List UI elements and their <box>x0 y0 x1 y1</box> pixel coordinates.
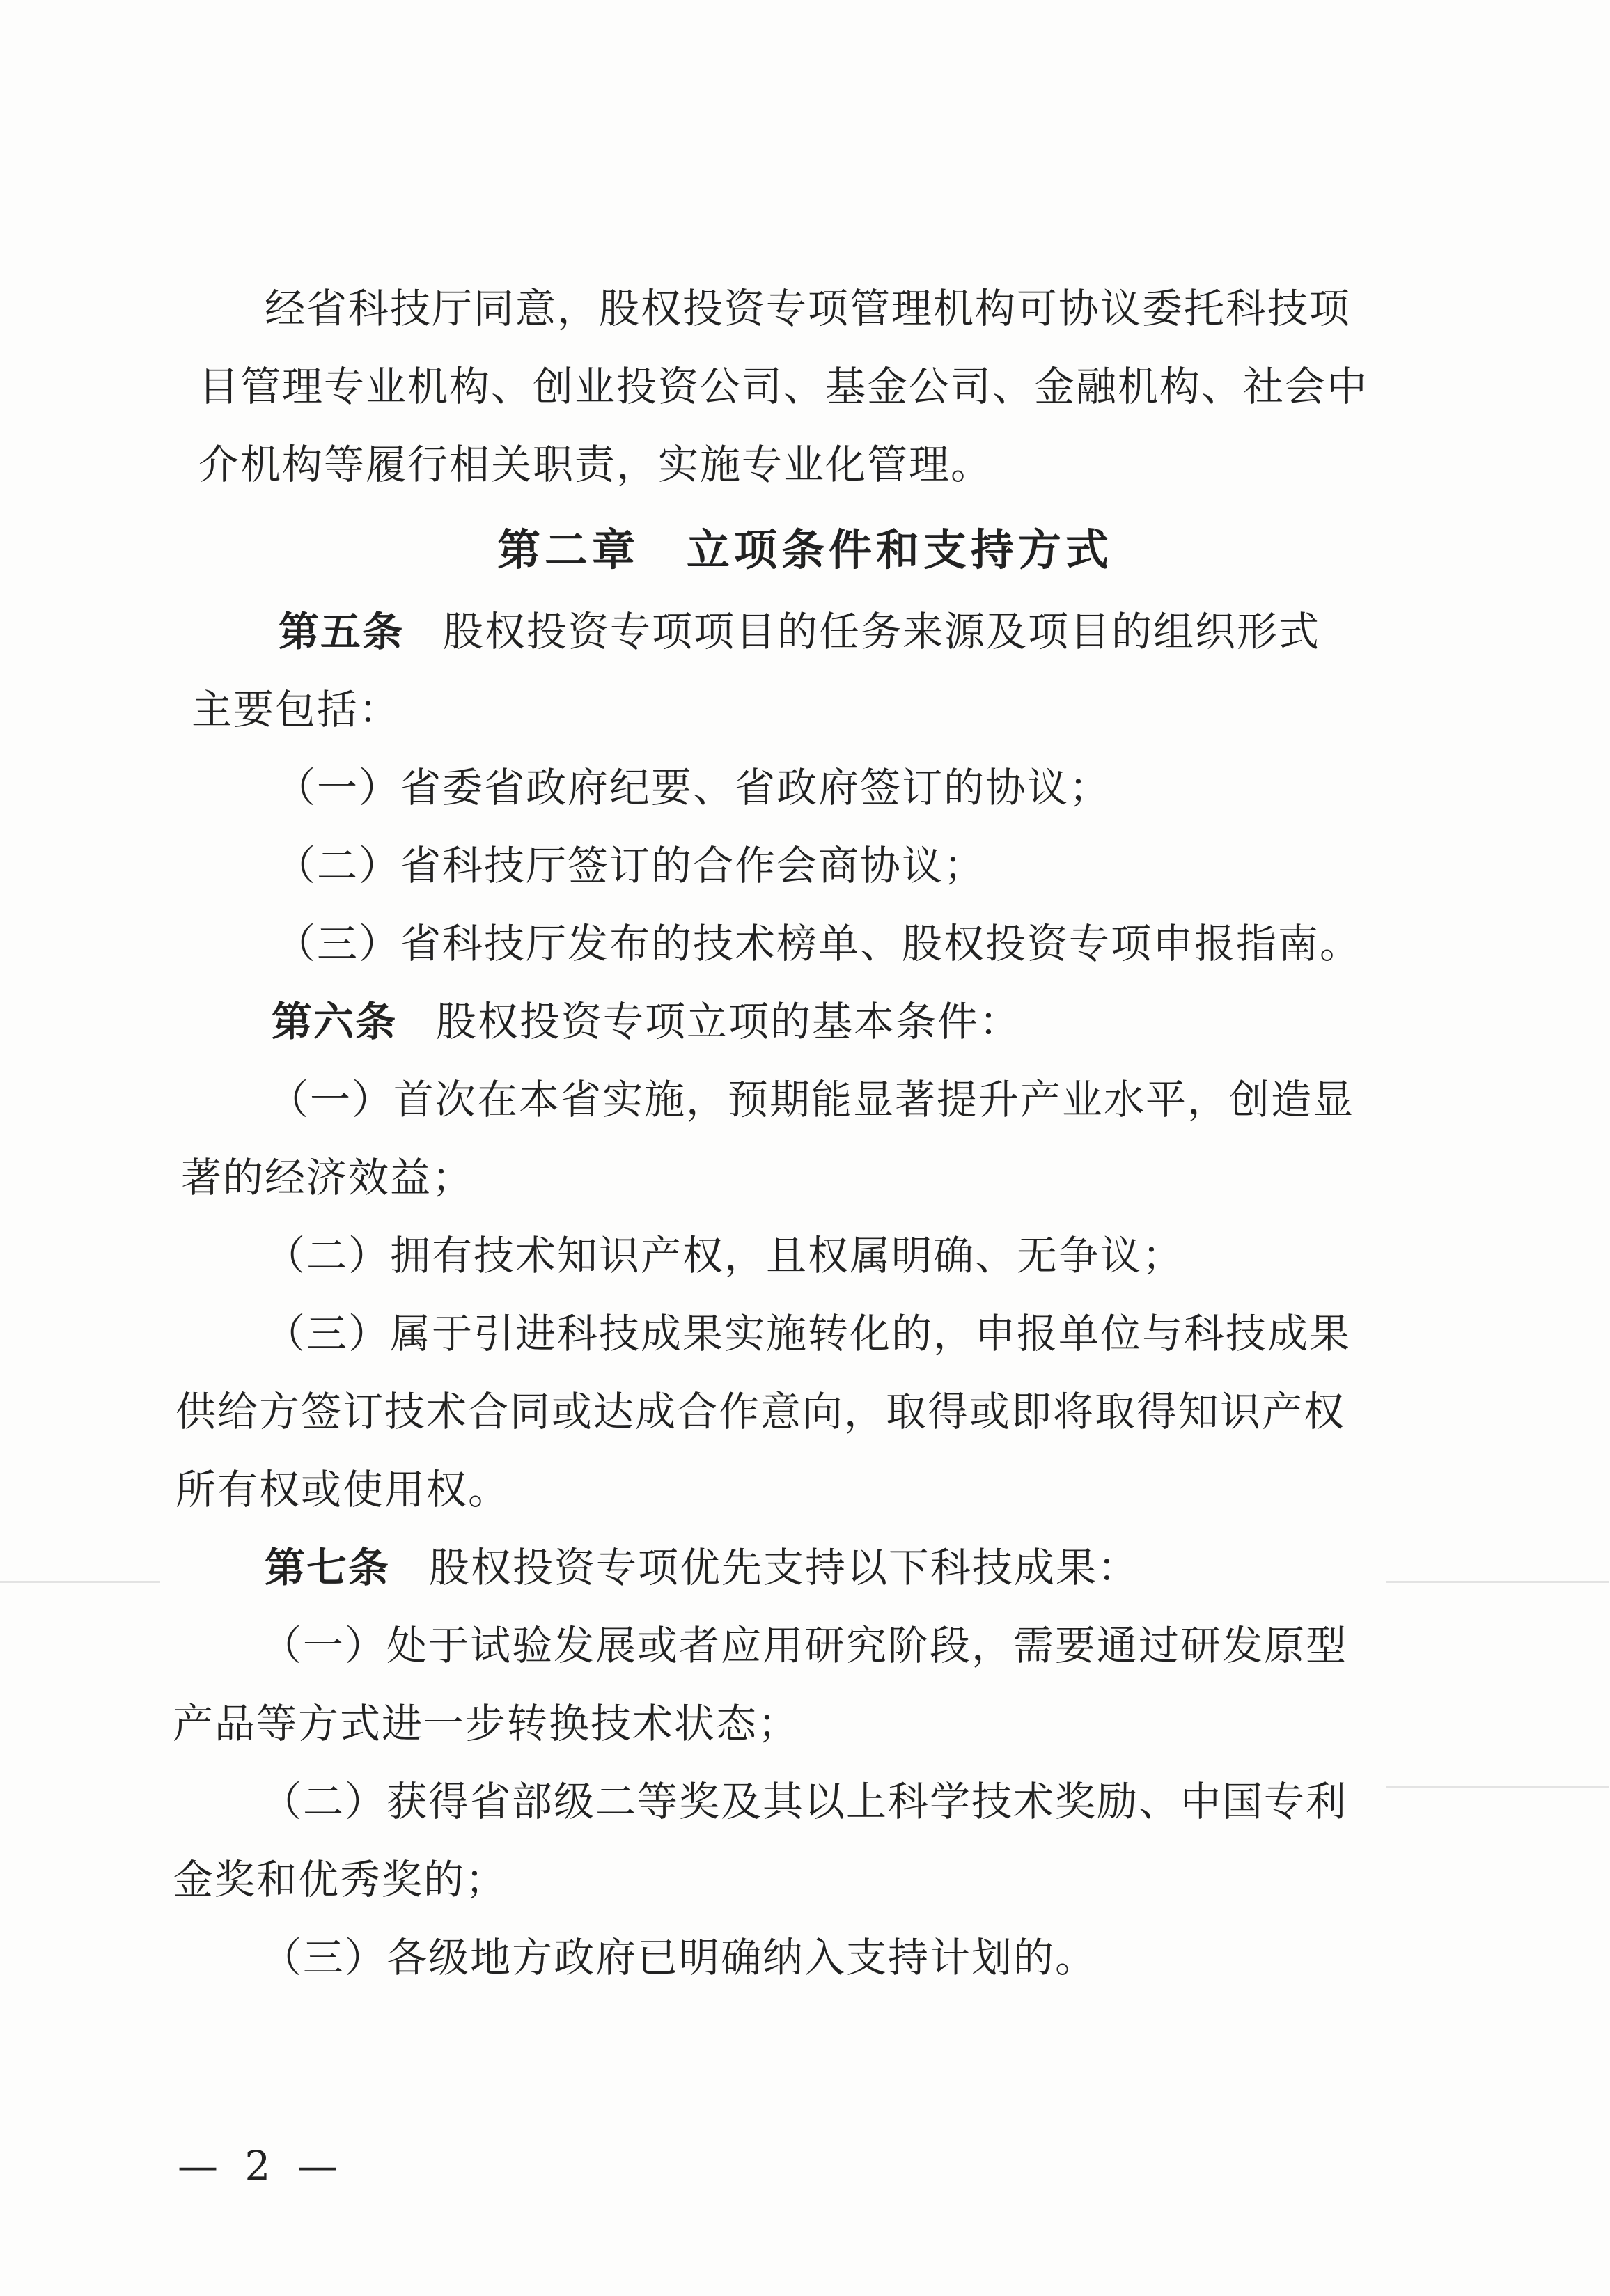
bleed-through-rule <box>0 1581 160 1583</box>
article-7-number: 第七条 <box>265 1544 391 1591</box>
article-6-item: 著的经济效益； <box>181 1154 474 1201</box>
article-7-item: （一）处于试验发展或者应用研究阶段，需要通过研发原型 <box>261 1622 1348 1669</box>
article-7-text: 股权投资专项优先支持以下科技成果： <box>429 1544 1140 1591</box>
article-7-item: 金奖和优秀奖的； <box>173 1856 508 1903</box>
article-6-text: 股权投资专项立项的基本条件： <box>436 998 1022 1045</box>
article-5-cont: 主要包括： <box>192 686 401 733</box>
article-7-item: （三）各级地方政府已明确纳入支持计划的。 <box>261 1934 1097 1981</box>
paragraph-line: 目管理专业机构、创业投资公司、基金公司、金融机构、社会中 <box>198 363 1369 410</box>
article-6-number: 第六条 <box>272 998 398 1045</box>
article-6-line <box>181 997 1532 1046</box>
paragraph-line: 经省科技厅同意，股权投资专项管理机构可协议委托科技项 <box>265 285 1352 332</box>
article-6-item: （三）属于引进科技成果实施转化的，申报单位与科技成果 <box>265 1310 1352 1357</box>
chapter-title: 第二章 立项条件和支持方式 <box>497 524 1113 575</box>
article-7-item: 产品等方式进一步转换技术状态； <box>173 1700 800 1747</box>
article-5-line <box>188 607 1539 656</box>
article-5-text: 股权投资专项项目的任务来源及项目的组织形式 <box>443 608 1321 655</box>
article-5-item: （一）省委省政府纪要、省政府签订的协议； <box>275 764 1111 811</box>
article-5-number: 第五条 <box>279 608 405 655</box>
article-7-item: （二）获得省部级二等奖及其以上科学技术奖励、中国专利 <box>261 1778 1348 1825</box>
article-5-item: （二）省科技厅签订的合作会商协议； <box>275 842 986 889</box>
page-number: — 2 — <box>178 2142 345 2189</box>
article-5-item: （三）省科技厅发布的技术榜单、股权投资专项申报指南。 <box>275 920 1362 967</box>
article-6-item: 供给方签订技术合同或达成合作意向，取得或即将取得知识产权 <box>175 1388 1346 1435</box>
article-6-item: 所有权或使用权。 <box>175 1466 510 1513</box>
paragraph-line: 介机构等履行相关职责，实施专业化管理。 <box>198 441 993 488</box>
article-6-item: （二）拥有技术知识产权，且权属明确、无争议； <box>265 1232 1185 1279</box>
article-7-line <box>174 1543 1525 1592</box>
article-6-item: （一）首次在本省实施，预期能显著提升产业水平，创造显 <box>268 1076 1355 1123</box>
